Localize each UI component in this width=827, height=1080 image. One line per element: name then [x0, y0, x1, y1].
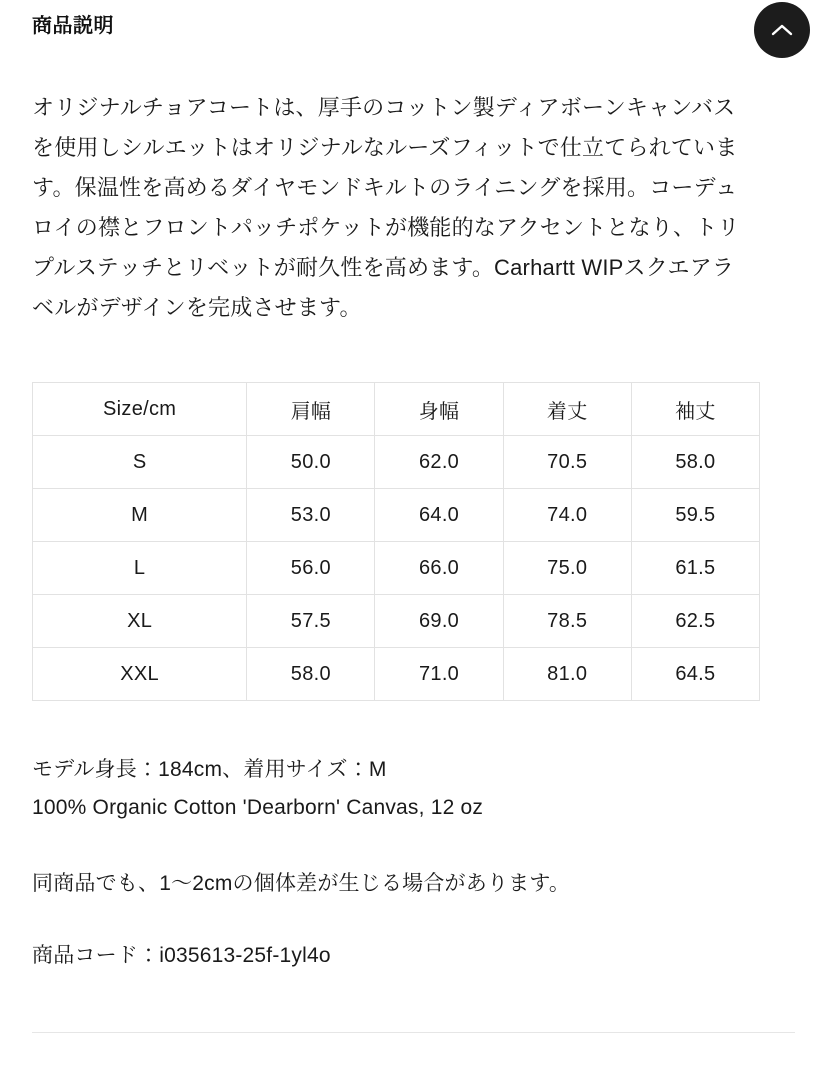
page-title: 商品説明: [32, 15, 114, 37]
table-row: [33, 595, 760, 648]
table-row: [33, 648, 760, 701]
table-cell: M: [33, 489, 247, 542]
scroll-to-top-button[interactable]: [754, 2, 810, 58]
model-info-text: モデル身長：184cm、着用サイズ：M: [32, 758, 387, 781]
table-cell: 59.5: [631, 489, 759, 542]
table-cell: 57.5: [247, 595, 375, 648]
table-cell: 78.5: [503, 595, 631, 648]
section-divider: [32, 1032, 795, 1033]
table-cell: 66.0: [375, 542, 503, 595]
table-cell: 71.0: [375, 648, 503, 701]
table-cell: 74.0: [503, 489, 631, 542]
table-row: [33, 436, 760, 489]
table-cell: 58.0: [247, 648, 375, 701]
table-cell: XXL: [33, 648, 247, 701]
chevron-up-icon: [771, 23, 793, 37]
table-header-cell: 身幅: [375, 383, 503, 436]
table-header-cell: 着丈: [503, 383, 631, 436]
table-cell: 75.0: [503, 542, 631, 595]
table-row: [33, 542, 760, 595]
table-cell: 62.0: [375, 436, 503, 489]
table-cell: 69.0: [375, 595, 503, 648]
table-cell: L: [33, 542, 247, 595]
table-cell: 62.5: [631, 595, 759, 648]
table-header-row: [33, 383, 760, 436]
notes-section: [32, 701, 795, 975]
material-info-text: 100% Organic Cotton 'Dearborn' Canvas, 12 oz: [32, 796, 484, 819]
table-cell: 58.0: [631, 436, 759, 489]
table-cell: 64.5: [631, 648, 759, 701]
tolerance-note-text: 同商品でも、1〜2cmの個体差が生じる場合があります。: [32, 872, 571, 895]
table-header-cell: 肩幅: [247, 383, 375, 436]
product-code-text: 商品コード：i035613-25f-1yl4o: [32, 944, 331, 967]
table-header-cell: Size/cm: [33, 383, 247, 436]
table-cell: 64.0: [375, 489, 503, 542]
table-row: [33, 489, 760, 542]
table-header-cell: 袖丈: [631, 383, 759, 436]
table-cell: 70.5: [503, 436, 631, 489]
table-cell: 56.0: [247, 542, 375, 595]
table-cell: S: [33, 436, 247, 489]
size-chart-table: [32, 382, 760, 701]
table-cell: XL: [33, 595, 247, 648]
table-cell: 50.0: [247, 436, 375, 489]
product-description-text: オリジナルチョアコートは、厚手のコットン製ディアボーンキャンバスを使用しシルエットはオリジナルなルーズフィットで仕立てられています。保温性を高めるダイヤモンドキルトのライニングを採用。コーデュロイの襟とフロントパッチポケットが機能的なアクセントとなり、トリプルステッチとリベットが耐久性を高めます。Carhartt WIPスクエアラベルがデザインを完成させます。: [32, 95, 740, 320]
table-cell: 81.0: [503, 648, 631, 701]
table-cell: 53.0: [247, 489, 375, 542]
size-table-wrapper: [32, 328, 795, 701]
table-cell: 61.5: [631, 542, 759, 595]
